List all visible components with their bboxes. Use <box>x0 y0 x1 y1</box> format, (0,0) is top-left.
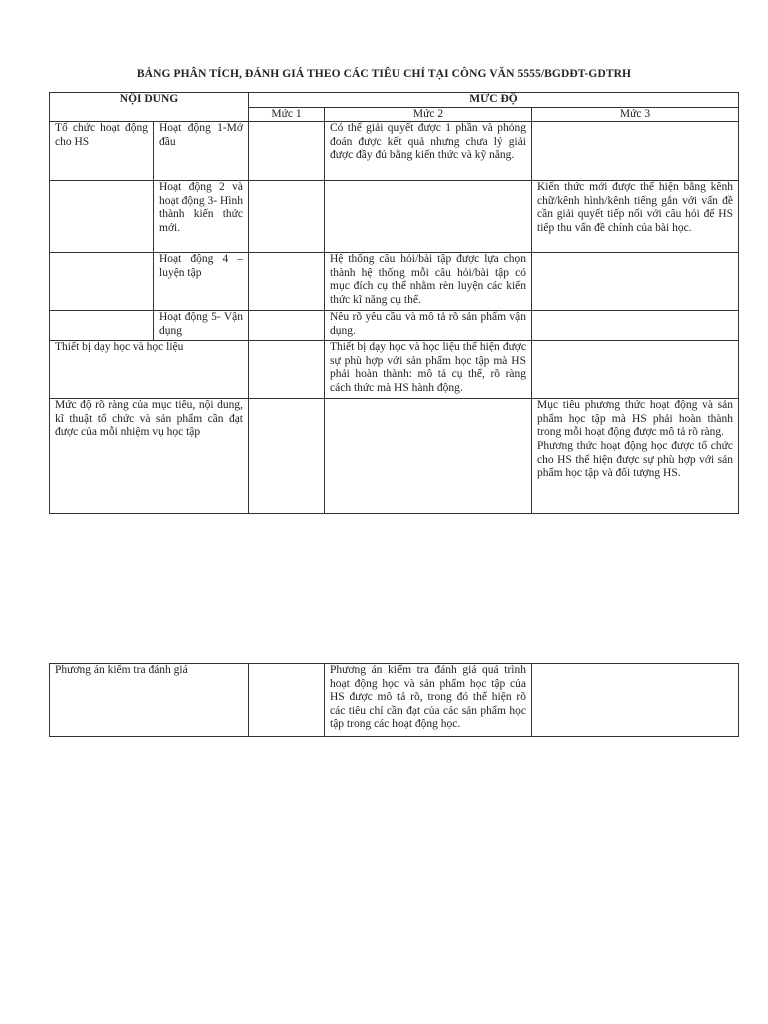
muc3-cell <box>532 253 739 311</box>
group-cell <box>50 181 154 253</box>
muc3-cell <box>532 341 739 399</box>
muc2-cell: Nêu rõ yêu cầu và mô tả rõ sản phẩm vận dụng. <box>325 311 532 341</box>
muc1-cell <box>249 664 325 737</box>
muc3-paragraph: Mục tiêu phương thức hoạt động và sản phẩm học tập mà HS phải hoàn thành trong mỗi hoạt động được mô tả rõ ràng. <box>537 399 733 439</box>
muc3-paragraph: Phương thức hoạt động học được tổ chức cho HS thể hiện được sự phù hợp với sản phẩm học tập và đối tượng HS. <box>537 439 733 480</box>
header-row <box>50 93 739 108</box>
evaluation-table <box>49 663 739 737</box>
header-muc-do: MỨC ĐỘ <box>249 93 739 108</box>
group-cell: Tổ chức hoạt động cho HS <box>50 122 154 181</box>
activity-cell: Hoạt động 2 và hoạt động 3- Hình thành kiến thức mới. <box>154 181 249 253</box>
table-row <box>50 311 739 341</box>
table-row <box>50 341 739 399</box>
table-row <box>50 181 739 253</box>
muc1-cell <box>249 181 325 253</box>
muc2-cell <box>325 181 532 253</box>
table-row <box>50 122 739 181</box>
muc2-cell <box>325 399 532 514</box>
muc2-cell: Có thể giải quyết được 1 phần và phỏng đoán được kết quả nhưng chưa lý giải được đầy đủ bằng kiến thức và kỹ năng. <box>325 122 532 181</box>
muc3-cell <box>532 311 739 341</box>
muc2-cell: Hệ thống câu hỏi/bài tập được lựa chọn thành hệ thống mỗi câu hỏi/bài tập có mục đích cụ thể nhằm rèn luyện các kiến thức kĩ năng cụ thể. <box>325 253 532 311</box>
table-row <box>50 253 739 311</box>
group-cell <box>50 253 154 311</box>
muc2-cell: Phương án kiểm tra đánh giá quá trình hoạt động học và sản phẩm học tập của HS được mô tả rõ, trong đó thể hiện rõ các tiêu chí cần đạt của các sản phẩm học tập trong các hoạt động học. <box>325 664 532 737</box>
muc1-cell <box>249 341 325 399</box>
header-muc-2: Mức 2 <box>325 107 532 122</box>
muc1-cell <box>249 311 325 341</box>
muc3-cell <box>532 122 739 181</box>
muc1-cell <box>249 122 325 181</box>
muc2-cell: Thiết bị dạy học và học liệu thể hiện được sự phù hợp với sản phẩm học tập mà HS phải hoàn thành: mô tả cụ thể, rõ ràng cách thức mà HS hành động. <box>325 341 532 399</box>
muc3-cell <box>532 664 739 737</box>
muc1-cell <box>249 399 325 514</box>
muc3-cell <box>532 399 739 514</box>
document-title: BẢNG PHÂN TÍCH, ĐÁNH GIÁ THEO CÁC TIÊU CHÍ TẠI CÔNG VĂN 5555/BGDĐT-GDTRH <box>136 68 632 80</box>
content-cell: Phương án kiểm tra đánh giá <box>50 664 249 737</box>
content-cell: Thiết bị dạy học và học liệu <box>50 341 249 399</box>
activity-cell: Hoạt động 5- Vận dụng <box>154 311 249 341</box>
criteria-table <box>49 92 739 514</box>
header-muc-1: Mức 1 <box>249 107 325 122</box>
table-row <box>50 399 739 514</box>
activity-cell: Hoạt động 1-Mở đầu <box>154 122 249 181</box>
table-row <box>50 664 739 737</box>
activity-cell: Hoạt động 4 – luyện tập <box>154 253 249 311</box>
group-cell <box>50 311 154 341</box>
header-noi-dung: NỘI DUNG <box>50 93 249 122</box>
muc1-cell <box>249 253 325 311</box>
content-cell: Mức độ rõ ràng của mục tiêu, nội dung, kĩ thuật tổ chức và sản phẩm cần đạt được của mỗi nhiệm vụ học tập <box>50 399 249 514</box>
header-muc-3: Mức 3 <box>532 107 739 122</box>
muc3-cell: Kiến thức mới được thể hiện bằng kênh chữ/kênh hình/kênh tiếng gắn với vấn đề cần giải quyết tiếp nối với câu hỏi để HS tiếp thu vấn đề chính của bài học. <box>532 181 739 253</box>
